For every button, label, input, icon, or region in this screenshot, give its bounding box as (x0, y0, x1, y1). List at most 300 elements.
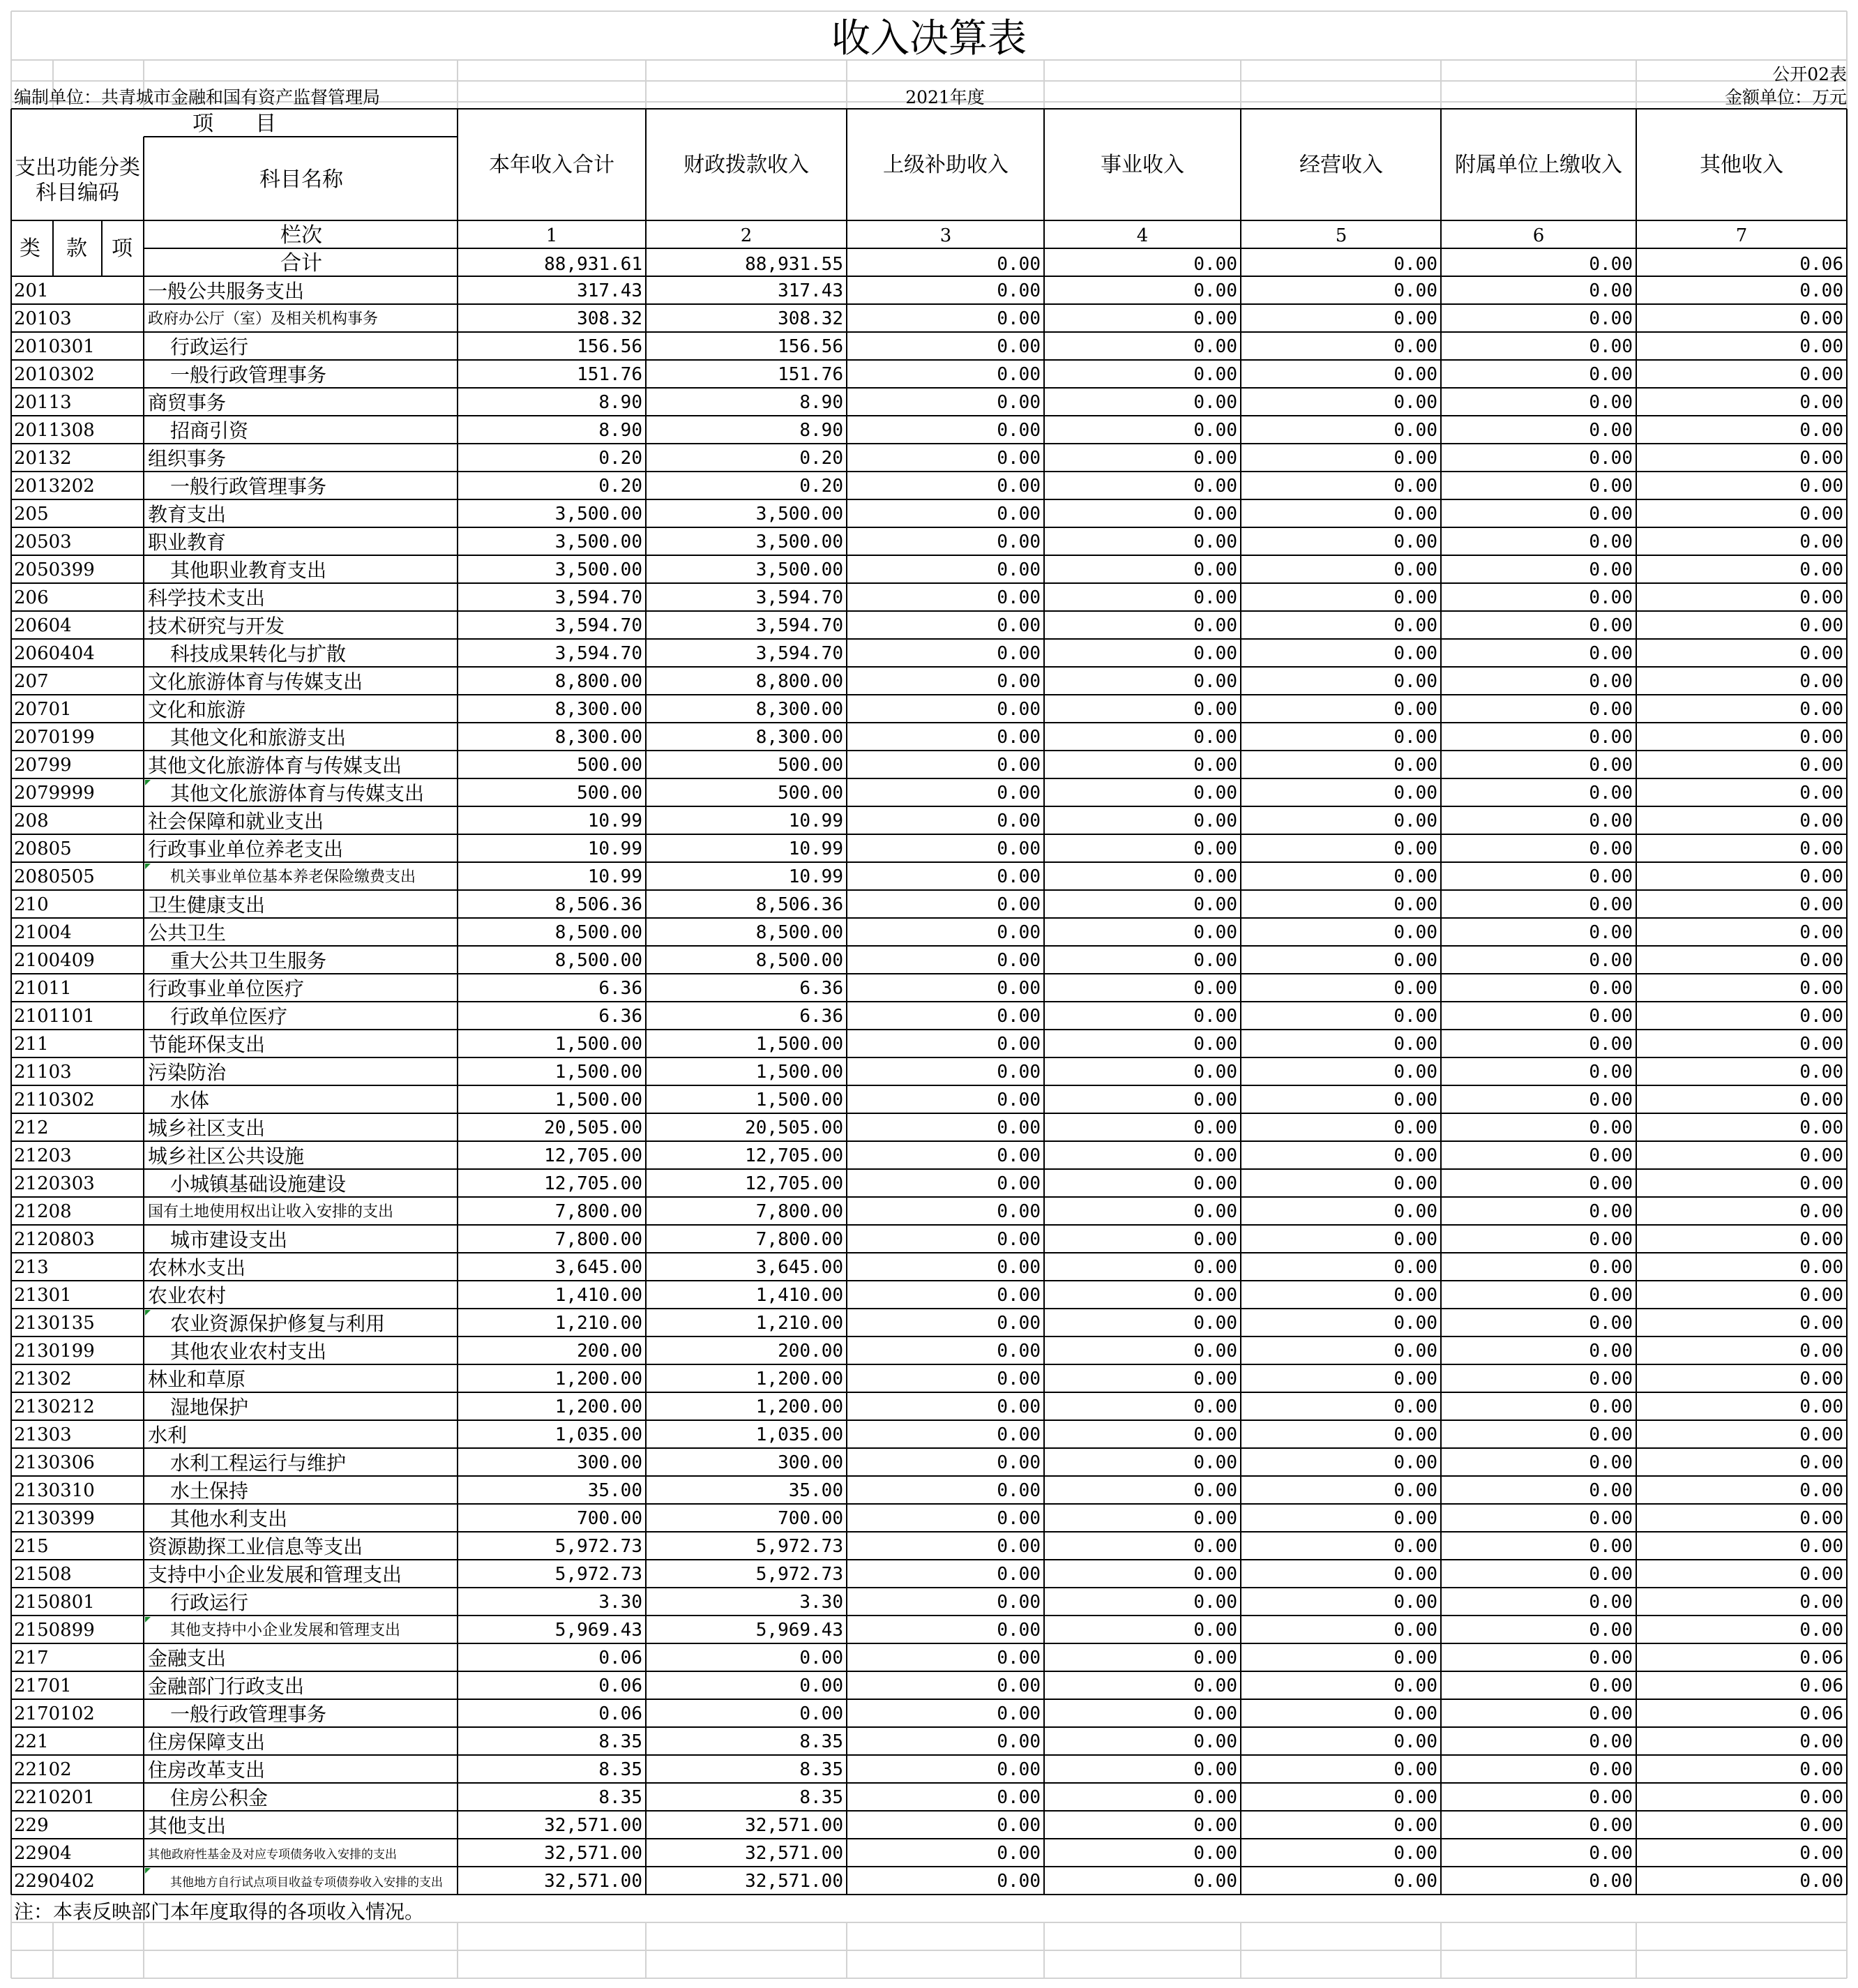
row-other-income: 0.00 (1799, 1508, 1843, 1529)
row-value-col-5: 0.00 (1394, 1731, 1437, 1752)
row-fiscal-appropriation: 0.20 (799, 448, 843, 469)
row-fiscal-appropriation: 3,594.70 (755, 615, 843, 636)
row-value-col-5: 0.00 (1394, 1703, 1437, 1724)
row-value-col-5: 0.00 (1394, 1145, 1437, 1166)
row-other-income: 0.00 (1799, 894, 1843, 915)
row-value-col-4: 0.00 (1193, 699, 1237, 720)
row-subject-name: 湿地保护 (170, 1396, 249, 1419)
row-value-col-3: 0.00 (997, 448, 1041, 469)
row-other-income: 0.00 (1799, 1759, 1843, 1780)
row-total-income: 3,500.00 (554, 504, 642, 525)
column-header-2: 财政拨款收入 (683, 153, 809, 177)
row-fiscal-appropriation: 8.35 (799, 1731, 843, 1752)
row-value-col-4: 0.00 (1193, 866, 1237, 887)
row-value-col-5: 0.00 (1394, 1034, 1437, 1055)
row-subject-name: 城乡社区支出 (148, 1117, 266, 1140)
row-value-col-5: 0.00 (1394, 364, 1437, 385)
row-total-income: 8,300.00 (554, 727, 642, 748)
row-subject-name: 文化旅游体育与传媒支出 (148, 670, 363, 693)
row-value-col-5: 0.00 (1394, 1006, 1437, 1027)
row-total-income: 3,594.70 (554, 587, 642, 608)
row-subject-name: 住房公积金 (170, 1786, 269, 1809)
row-total-income: 156.56 (577, 336, 642, 357)
row-subject-name: 其他农业农村支出 (170, 1340, 327, 1363)
column-number-4: 4 (1136, 225, 1149, 246)
row-code: 21302 (14, 1369, 72, 1390)
row-other-income: 0.00 (1799, 838, 1843, 859)
row-value-col-4: 0.00 (1193, 1871, 1237, 1892)
row-code: 2130135 (14, 1313, 95, 1334)
row-value-col-3: 0.00 (997, 1508, 1041, 1529)
row-subject-name: 卫生健康支出 (148, 894, 266, 917)
row-fiscal-appropriation: 5,969.43 (755, 1620, 843, 1641)
row-value-col-6: 0.00 (1589, 1257, 1633, 1278)
row-fiscal-appropriation: 8.35 (799, 1759, 843, 1780)
row-value-col-5: 0.00 (1394, 671, 1437, 692)
row-value-col-5: 0.00 (1394, 1229, 1437, 1250)
row-value-col-4: 0.00 (1193, 1173, 1237, 1194)
row-subject-name: 其他文化旅游体育与传媒支出 (148, 754, 402, 777)
row-total-income: 3.30 (598, 1592, 642, 1613)
row-total-income: 7,800.00 (554, 1229, 642, 1250)
row-total-income: 500.00 (577, 783, 642, 804)
row-value-col-3: 0.00 (997, 1145, 1041, 1166)
row-value-col-5: 0.00 (1394, 1313, 1437, 1334)
row-fiscal-appropriation: 1,500.00 (755, 1034, 843, 1055)
row-value-col-3: 0.00 (997, 978, 1041, 999)
row-total-income: 0.20 (598, 448, 642, 469)
row-subject-name: 政府办公厅（室）及相关机构事务 (148, 310, 379, 328)
row-value-col-4: 0.00 (1193, 1201, 1237, 1222)
row-value-col-3: 0.00 (997, 811, 1041, 831)
row-value-col-6: 0.00 (1589, 1313, 1633, 1334)
row-subject-name: 国有土地使用权出让收入安排的支出 (148, 1203, 394, 1221)
row-other-income: 0.00 (1799, 559, 1843, 580)
row-fiscal-appropriation: 6.36 (799, 978, 843, 999)
row-fiscal-appropriation: 8.35 (799, 1787, 843, 1808)
row-value-col-3: 0.00 (997, 1676, 1041, 1696)
column-header-7: 其他收入 (1700, 153, 1783, 177)
row-value-col-6: 0.00 (1589, 1201, 1633, 1222)
row-value-col-4: 0.00 (1193, 1648, 1237, 1669)
row-fiscal-appropriation: 8.90 (799, 392, 843, 413)
row-value-col-5: 0.00 (1394, 476, 1437, 497)
row-value-col-4: 0.00 (1193, 838, 1237, 859)
row-value-col-5: 0.00 (1394, 755, 1437, 776)
row-value-col-3: 0.00 (997, 671, 1041, 692)
row-fiscal-appropriation: 3,645.00 (755, 1257, 843, 1278)
row-value-col-3: 0.00 (997, 1006, 1041, 1027)
row-value-col-4: 0.00 (1193, 1815, 1237, 1836)
row-other-income: 0.00 (1799, 1173, 1843, 1194)
row-total-income: 1,500.00 (554, 1062, 642, 1083)
row-value-col-4: 0.00 (1193, 1229, 1237, 1250)
fiscal-year: 2021年度 (905, 87, 985, 107)
row-value-col-5: 0.00 (1394, 922, 1437, 943)
row-value-col-3: 0.00 (997, 1648, 1041, 1669)
row-subject-name: 金融部门行政支出 (148, 1675, 305, 1698)
row-code: 205 (14, 504, 49, 525)
row-total-income: 20,505.00 (544, 1117, 642, 1138)
row-value-col-6: 0.00 (1589, 504, 1633, 525)
row-code: 2080505 (14, 866, 95, 887)
row-value-col-3: 0.00 (997, 476, 1041, 497)
row-fiscal-appropriation: 8,500.00 (755, 922, 843, 943)
header-xiang: 项 (112, 236, 133, 261)
row-value-col-3: 0.00 (997, 1034, 1041, 1055)
row-subject-name: 一般公共服务支出 (148, 280, 305, 303)
row-fiscal-appropriation: 1,410.00 (755, 1285, 843, 1306)
row-value-col-3: 0.00 (997, 1731, 1041, 1752)
row-value-col-4: 0.00 (1193, 308, 1237, 329)
row-value-col-4: 0.00 (1193, 922, 1237, 943)
row-fiscal-appropriation: 0.20 (799, 476, 843, 497)
row-value-col-4: 0.00 (1193, 894, 1237, 915)
row-value-col-5: 0.00 (1394, 420, 1437, 441)
row-value-col-6: 0.00 (1589, 1424, 1633, 1445)
row-code: 207 (14, 671, 49, 692)
column-number-1: 1 (545, 225, 558, 246)
row-value-col-4: 0.00 (1193, 1062, 1237, 1083)
row-subject-name: 行政事业单位养老支出 (148, 838, 344, 861)
row-subject-name: 公共卫生 (148, 921, 227, 944)
row-fiscal-appropriation: 200.00 (778, 1341, 843, 1362)
row-subject-name: 农林水支出 (148, 1256, 246, 1279)
row-other-income: 0.00 (1799, 1369, 1843, 1390)
row-subject-name: 职业教育 (148, 531, 227, 554)
row-other-income: 0.00 (1799, 364, 1843, 385)
row-value-col-5: 0.00 (1394, 727, 1437, 748)
column-header-1: 本年收入合计 (489, 153, 614, 177)
row-fiscal-appropriation: 8.90 (799, 420, 843, 441)
row-value-col-5: 0.00 (1394, 1592, 1437, 1613)
row-subject-name: 城乡社区公共设施 (148, 1145, 305, 1168)
row-value-col-6: 0.00 (1589, 1034, 1633, 1055)
row-value-col-3: 0.00 (997, 336, 1041, 357)
total-value-col-7: 0.06 (1799, 254, 1843, 275)
row-value-col-6: 0.00 (1589, 1452, 1633, 1473)
row-subject-name: 水利 (148, 1424, 188, 1447)
row-subject-name: 小城镇基础设施建设 (170, 1173, 347, 1196)
row-value-col-3: 0.00 (997, 1592, 1041, 1613)
row-value-col-3: 0.00 (997, 699, 1041, 720)
row-other-income: 0.00 (1799, 922, 1843, 943)
row-value-col-5: 0.00 (1394, 308, 1437, 329)
row-subject-name: 行政运行 (170, 336, 249, 359)
row-value-col-5: 0.00 (1394, 615, 1437, 636)
row-total-income: 5,969.43 (554, 1620, 642, 1641)
organization-label: 编制单位：共青城市金融和国有资产监督管理局 (14, 87, 381, 107)
row-fiscal-appropriation: 3,500.00 (755, 504, 843, 525)
row-value-col-4: 0.00 (1193, 504, 1237, 525)
row-total-income: 0.06 (598, 1676, 642, 1696)
row-value-col-4: 0.00 (1193, 420, 1237, 441)
row-value-col-5: 0.00 (1394, 1173, 1437, 1194)
row-total-income: 8,500.00 (554, 922, 642, 943)
row-fiscal-appropriation: 5,972.73 (755, 1536, 843, 1557)
column-number-6: 6 (1532, 225, 1545, 246)
row-value-col-4: 0.00 (1193, 1341, 1237, 1362)
row-value-col-4: 0.00 (1193, 280, 1237, 301)
row-value-col-6: 0.00 (1589, 448, 1633, 469)
row-other-income: 0.00 (1799, 1480, 1843, 1501)
row-total-income: 32,571.00 (544, 1843, 642, 1864)
row-value-col-5: 0.00 (1394, 1341, 1437, 1362)
row-value-col-5: 0.00 (1394, 643, 1437, 664)
row-fiscal-appropriation: 3,500.00 (755, 559, 843, 580)
row-code: 21103 (14, 1062, 72, 1083)
row-value-col-5: 0.00 (1394, 1090, 1437, 1110)
row-subject-name: 其他文化和旅游支出 (170, 726, 347, 749)
column-header-6: 附属单位上缴收入 (1455, 153, 1622, 177)
row-other-income: 0.00 (1799, 1090, 1843, 1110)
row-value-col-4: 0.00 (1193, 755, 1237, 776)
row-total-income: 3,500.00 (554, 559, 642, 580)
row-value-col-6: 0.00 (1589, 532, 1633, 552)
row-other-income: 0.00 (1799, 1117, 1843, 1138)
row-value-col-6: 0.00 (1589, 1090, 1633, 1110)
row-fiscal-appropriation: 7,800.00 (755, 1229, 843, 1250)
row-total-income: 8,300.00 (554, 699, 642, 720)
row-fiscal-appropriation: 12,705.00 (745, 1145, 843, 1166)
row-value-col-3: 0.00 (997, 1369, 1041, 1390)
row-value-col-4: 0.00 (1193, 1424, 1237, 1445)
row-value-col-4: 0.00 (1193, 1257, 1237, 1278)
row-value-col-6: 0.00 (1589, 1536, 1633, 1557)
row-code: 215 (14, 1536, 49, 1557)
row-total-income: 0.06 (598, 1648, 642, 1669)
row-subject-name: 水体 (170, 1089, 210, 1112)
row-value-col-5: 0.00 (1394, 448, 1437, 469)
row-value-col-3: 0.00 (997, 1229, 1041, 1250)
row-total-income: 12,705.00 (544, 1173, 642, 1194)
row-fiscal-appropriation: 156.56 (778, 336, 843, 357)
row-code: 2011308 (14, 420, 95, 441)
row-other-income: 0.00 (1799, 1062, 1843, 1083)
row-code: 221 (14, 1731, 49, 1752)
row-fiscal-appropriation: 1,200.00 (755, 1369, 843, 1390)
cell-corner-marker (145, 780, 151, 785)
row-subject-name: 农业资源保护修复与利用 (170, 1312, 386, 1335)
row-value-col-4: 0.00 (1193, 532, 1237, 552)
row-value-col-3: 0.00 (997, 727, 1041, 748)
row-value-col-3: 0.00 (997, 1620, 1041, 1641)
row-value-col-3: 0.00 (997, 532, 1041, 552)
row-total-income: 0.20 (598, 476, 642, 497)
row-other-income: 0.00 (1799, 448, 1843, 469)
row-value-col-4: 0.00 (1193, 643, 1237, 664)
row-value-col-3: 0.00 (997, 1117, 1041, 1138)
row-value-col-5: 0.00 (1394, 978, 1437, 999)
row-code: 2170102 (14, 1703, 95, 1724)
row-value-col-6: 0.00 (1589, 922, 1633, 943)
row-value-col-3: 0.00 (997, 1843, 1041, 1864)
row-code: 21508 (14, 1564, 72, 1585)
row-subject-name: 一般行政管理事务 (170, 1703, 327, 1726)
header-lanci: 栏次 (280, 223, 322, 248)
row-total-income: 8.90 (598, 392, 642, 413)
row-value-col-3: 0.00 (997, 950, 1041, 971)
row-value-col-3: 0.00 (997, 1090, 1041, 1110)
header-code-line1: 支出功能分类 (15, 156, 140, 180)
row-value-col-4: 0.00 (1193, 448, 1237, 469)
row-value-col-3: 0.00 (997, 1759, 1041, 1780)
row-code: 212 (14, 1117, 49, 1138)
row-value-col-5: 0.00 (1394, 1536, 1437, 1557)
row-value-col-5: 0.00 (1394, 559, 1437, 580)
row-value-col-5: 0.00 (1394, 1257, 1437, 1278)
row-code: 21701 (14, 1676, 72, 1696)
row-other-income: 0.00 (1799, 504, 1843, 525)
row-value-col-4: 0.00 (1193, 1703, 1237, 1724)
row-other-income: 0.00 (1799, 1787, 1843, 1808)
row-subject-name: 行政运行 (170, 1591, 249, 1614)
row-value-col-3: 0.00 (997, 1257, 1041, 1278)
row-subject-name: 其他职业教育支出 (170, 559, 327, 582)
row-total-income: 6.36 (598, 978, 642, 999)
row-subject-name: 重大公共卫生服务 (170, 949, 327, 972)
row-value-col-6: 0.00 (1589, 811, 1633, 831)
row-value-col-6: 0.00 (1589, 336, 1633, 357)
row-fiscal-appropriation: 0.00 (799, 1648, 843, 1669)
row-total-income: 5,972.73 (554, 1564, 642, 1585)
row-total-income: 10.99 (587, 811, 642, 831)
row-subject-name: 资源勘探工业信息等支出 (148, 1535, 363, 1558)
row-other-income: 0.00 (1799, 1620, 1843, 1641)
column-header-3: 上级补助收入 (883, 153, 1009, 177)
row-code: 2060404 (14, 643, 95, 664)
row-value-col-6: 0.00 (1589, 1703, 1633, 1724)
row-other-income: 0.00 (1799, 420, 1843, 441)
row-value-col-3: 0.00 (997, 1564, 1041, 1585)
row-subject-name: 行政事业单位医疗 (148, 977, 305, 1000)
row-value-col-6: 0.00 (1589, 1369, 1633, 1390)
row-total-income: 12,705.00 (544, 1145, 642, 1166)
row-value-col-6: 0.00 (1589, 1564, 1633, 1585)
row-value-col-6: 0.00 (1589, 420, 1633, 441)
row-value-col-4: 0.00 (1193, 783, 1237, 804)
row-fiscal-appropriation: 700.00 (778, 1508, 843, 1529)
row-other-income: 0.06 (1799, 1648, 1843, 1669)
row-value-col-6: 0.00 (1589, 364, 1633, 385)
row-fiscal-appropriation: 3.30 (799, 1592, 843, 1613)
row-fiscal-appropriation: 300.00 (778, 1452, 843, 1473)
column-number-3: 3 (939, 225, 952, 246)
row-value-col-5: 0.00 (1394, 1787, 1437, 1808)
row-code: 20132 (14, 448, 72, 469)
row-code: 2130212 (14, 1396, 95, 1417)
row-fiscal-appropriation: 0.00 (799, 1676, 843, 1696)
row-value-col-4: 0.00 (1193, 1285, 1237, 1306)
row-fiscal-appropriation: 5,972.73 (755, 1564, 843, 1585)
row-other-income: 0.00 (1799, 866, 1843, 887)
row-value-col-3: 0.00 (997, 280, 1041, 301)
row-value-col-5: 0.00 (1394, 1369, 1437, 1390)
row-code: 217 (14, 1648, 49, 1669)
row-value-col-5: 0.00 (1394, 783, 1437, 804)
row-total-income: 3,594.70 (554, 643, 642, 664)
row-subject-name: 农业农村 (148, 1284, 227, 1307)
row-subject-name: 文化和旅游 (148, 698, 246, 721)
row-code: 20604 (14, 615, 72, 636)
row-subject-name: 林业和草原 (148, 1368, 246, 1391)
row-value-col-4: 0.00 (1193, 727, 1237, 748)
row-value-col-5: 0.00 (1394, 866, 1437, 887)
row-value-col-4: 0.00 (1193, 1759, 1237, 1780)
row-code: 211 (14, 1034, 49, 1055)
row-value-col-5: 0.00 (1394, 1648, 1437, 1669)
row-other-income: 0.00 (1799, 392, 1843, 413)
row-code: 2130310 (14, 1480, 95, 1501)
row-total-income: 151.76 (577, 364, 642, 385)
row-value-col-6: 0.00 (1589, 727, 1633, 748)
row-value-col-5: 0.00 (1394, 1620, 1437, 1641)
row-other-income: 0.06 (1799, 1676, 1843, 1696)
row-total-income: 3,500.00 (554, 532, 642, 552)
row-value-col-3: 0.00 (997, 838, 1041, 859)
row-value-col-4: 0.00 (1193, 1006, 1237, 1027)
row-value-col-5: 0.00 (1394, 1843, 1437, 1864)
row-total-income: 35.00 (587, 1480, 642, 1501)
row-value-col-5: 0.00 (1394, 1508, 1437, 1529)
row-other-income: 0.00 (1799, 1843, 1843, 1864)
row-other-income: 0.00 (1799, 1229, 1843, 1250)
row-value-col-5: 0.00 (1394, 1564, 1437, 1585)
row-total-income: 32,571.00 (544, 1815, 642, 1836)
row-subject-name: 住房保障支出 (148, 1731, 266, 1754)
row-value-col-4: 0.00 (1193, 1396, 1237, 1417)
row-total-income: 5,972.73 (554, 1536, 642, 1557)
row-fiscal-appropriation: 8,500.00 (755, 950, 843, 971)
row-other-income: 0.00 (1799, 1731, 1843, 1752)
row-total-income: 8.35 (598, 1731, 642, 1752)
cell-corner-marker (145, 864, 151, 869)
row-fiscal-appropriation: 1,500.00 (755, 1090, 843, 1110)
row-code: 21004 (14, 922, 72, 943)
row-code: 208 (14, 811, 49, 831)
row-value-col-6: 0.00 (1589, 280, 1633, 301)
row-code: 2210201 (14, 1787, 95, 1808)
row-value-col-4: 0.00 (1193, 811, 1237, 831)
row-fiscal-appropriation: 3,594.70 (755, 643, 843, 664)
row-value-col-5: 0.00 (1394, 1396, 1437, 1417)
row-other-income: 0.00 (1799, 1201, 1843, 1222)
row-value-col-4: 0.00 (1193, 1843, 1237, 1864)
row-other-income: 0.00 (1799, 1145, 1843, 1166)
row-fiscal-appropriation: 20,505.00 (745, 1117, 843, 1138)
row-subject-name: 科技成果转化与扩散 (170, 642, 347, 665)
row-fiscal-appropriation: 8,506.36 (755, 894, 843, 915)
row-value-col-3: 0.00 (997, 783, 1041, 804)
column-header-5: 经营收入 (1299, 153, 1383, 177)
row-other-income: 0.00 (1799, 1815, 1843, 1836)
row-fiscal-appropriation: 0.00 (799, 1703, 843, 1724)
row-other-income: 0.00 (1799, 336, 1843, 357)
row-value-col-3: 0.00 (997, 1285, 1041, 1306)
row-value-col-3: 0.00 (997, 922, 1041, 943)
row-value-col-6: 0.00 (1589, 643, 1633, 664)
form-number: 公开02表 (1772, 64, 1847, 84)
row-total-income: 1,500.00 (554, 1090, 642, 1110)
row-other-income: 0.00 (1799, 1313, 1843, 1334)
row-subject-name: 其他支出 (148, 1814, 227, 1837)
row-other-income: 0.00 (1799, 811, 1843, 831)
row-other-income: 0.00 (1799, 587, 1843, 608)
row-code: 2010302 (14, 364, 95, 385)
row-value-col-4: 0.00 (1193, 1676, 1237, 1696)
row-value-col-6: 0.00 (1589, 308, 1633, 329)
row-total-income: 1,200.00 (554, 1396, 642, 1417)
